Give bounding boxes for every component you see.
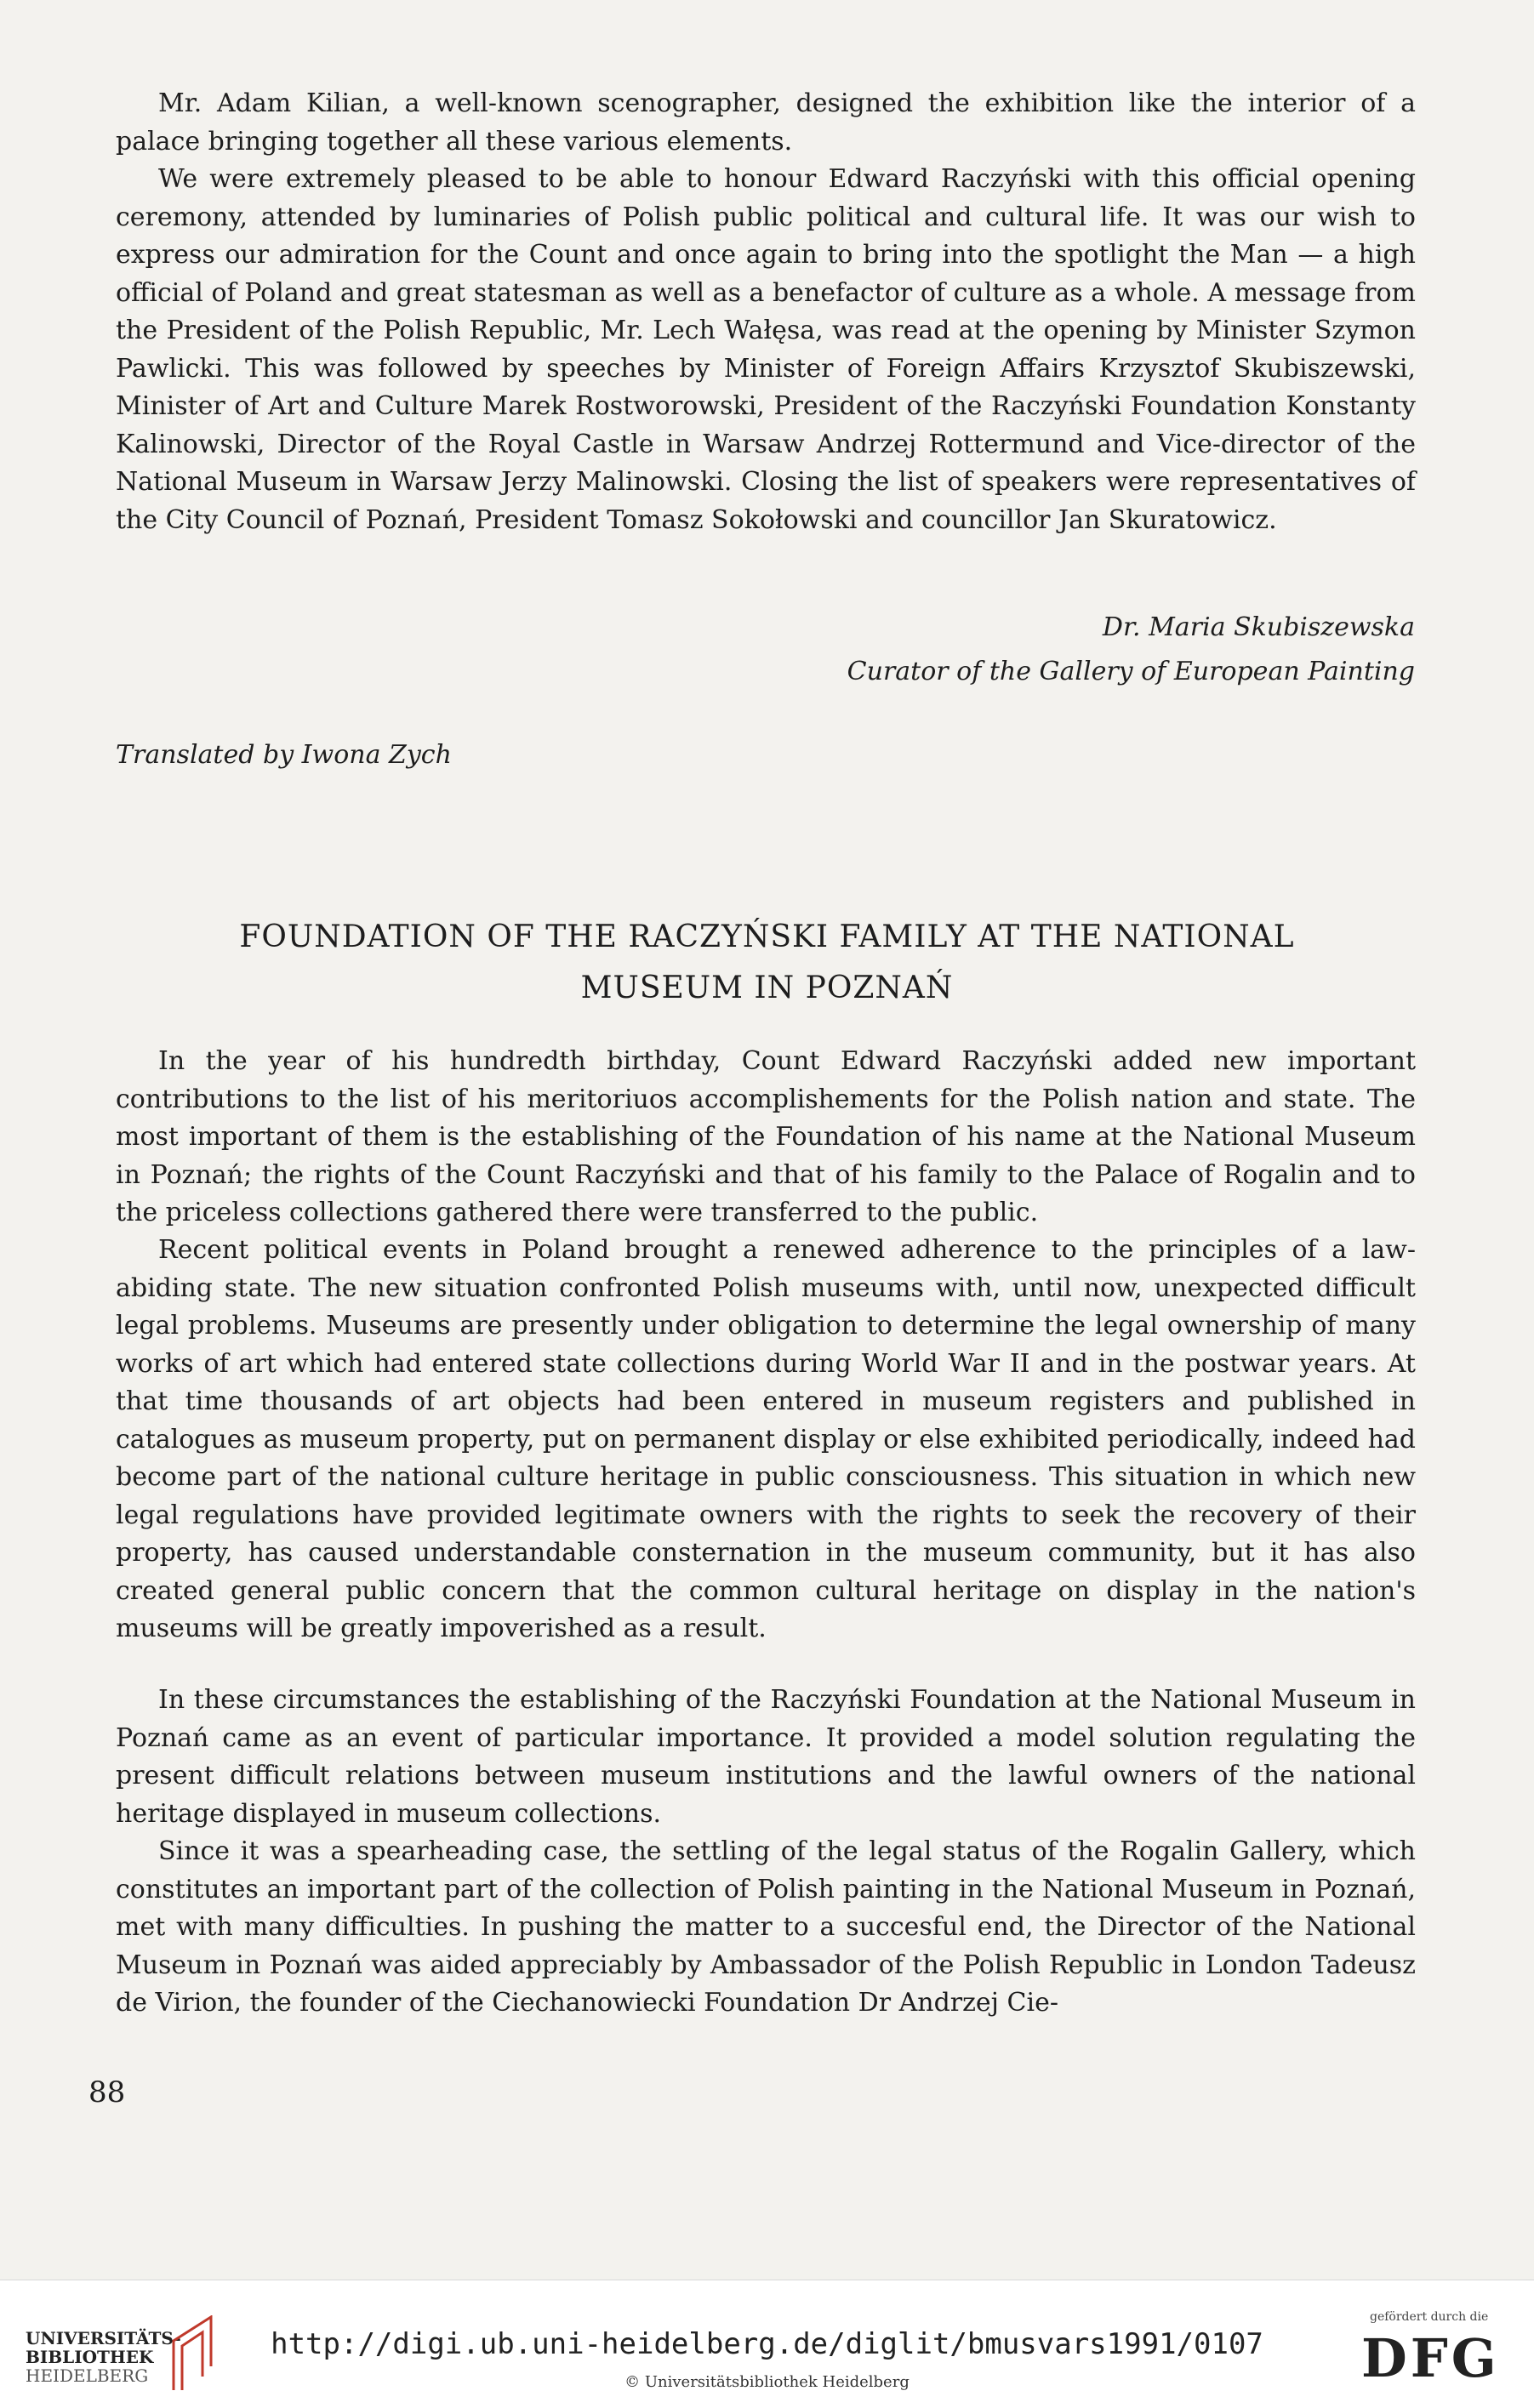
signature-name: Dr. Maria Skubiszewska [1102,612,1415,642]
heading-line-2: MUSEUM IN POZNAŃ [580,971,954,1005]
paragraph-political-events: Recent political events in Poland brought a renewed adherence to the principles of a law-abiding state. The new situation confronted Polish museums with, until now, unexpected difficult legal problems. Museums are presently under obligation to determine the legal ownership of many works of art which had entered state collections during World War II and in the postwar years. At that time thousands of art objects had been entered in museum registers and published in catalogues as museum property, put on permanent display or else exhibited periodically, indeed had become part of the national culture heritage in public consciousness. This situation in which new legal regulations have provided legitimate owners with the rights to seek the recovery of their property, has caused understandable consternation in the museum community, but it has also created general public concern that the common cultural heritage on display in the nation's museums will be greatly impoverished as a result. [116,1235,1416,1643]
page-number: 88 [88,2075,126,2109]
signature-role: Curator of the Gallery of European Painting [847,657,1415,686]
library-name-line-3: HEIDELBERG [26,2365,149,2386]
copyright-notice: © Universitätsbibliothek Heidelberg [624,2373,910,2391]
dfg-logo: DFG [1361,2327,1500,2389]
heading-line-1: FOUNDATION OF THE RACZYŃSKI FAMILY AT THE NATIONAL [239,919,1295,954]
library-name-line-2: BIBLIOTHEK [26,2347,154,2367]
paragraph-circumstances: In these circumstances the establishing of the Raczyński Foundation at the National Museum in Poznań came as an event of particular importance. It provided a model solution regulating the present difficult relations between museum institutions and the lawful owners of the national heritage displayed in museum collections. [116,1685,1416,1829]
paragraph-hundredth-birthday: In the year of his hundredth birthday, Count Edward Raczyński added new important contributions to the list of his meritoriuos accomplishements for the Polish nation and state. The most important of them is the establishing of the Foundation of his name at the National Museum in Poznań; the rights of the Count Raczyński and that of his family to the Palace of Rogalin and to the priceless collections gathered there were transferred to the public. [116,1046,1416,1227]
paragraph-opening-ceremony: We were extremely pleased to be able to honour Edward Raczyński with this official opening ceremony, attended by luminaries of Polish public political and cultural life. It was our wish to express our admiration for the Count and once again to bring into the spotlight the Man — a high official of Poland and great statesman as well as a benefactor of culture as a whole. A message from the President of the Polish Republic, Mr. Lech Wałęsa, was read at the opening by Minister Szymon Pawlicki. This was followed by speeches by Minister of Foreign Affairs Krzysztof Skubiszewski, Minister of Art and Culture Marek Rostworowski, President of the Raczyński Foundation Konstanty Kalinowski, Director of the Royal Castle in Warsaw Andrzej Rottermund and Vice-director of the National Museum in Warsaw Jerzy Malinowski. Closing the list of speakers were representatives of the City Council of Poznań, President Tomasz Sokołowski and councillor Jan Skuratowicz. [116,164,1416,535]
paragraph-kilian: Mr. Adam Kilian, a well-known scenographer, designed the exhibition like the interior of a palace bringing together all these various elements. [116,88,1416,157]
paragraph-spearheading-case: Since it was a spearheading case, the settling of the legal status of the Rogalin Gallery, which constitutes an important part of the collection of Polish painting in the National Museum in Poznań, met with many difficulties. In pushing the matter to a succesful end, the Director of the National Museum in Poznań was aided appreciably by Ambassador of the Polish Republic in London Tadeusz de Virion, the founder of the Ciechanowiecki Foundation Dr Andrzej Cie- [116,1836,1416,2018]
section-heading [85,912,1449,1014]
signature-block [847,606,1415,694]
funding-label: gefördert durch die [1370,2310,1489,2324]
library-name-line-1: UNIVERSITÄTS- [26,2328,181,2348]
source-url-link[interactable]: http://digi.ub.uni-heidelberg.de/diglit/bmusvars1991/0107 [271,2327,1263,2361]
translator-credit: Translated by Iwona Zych [116,740,452,770]
